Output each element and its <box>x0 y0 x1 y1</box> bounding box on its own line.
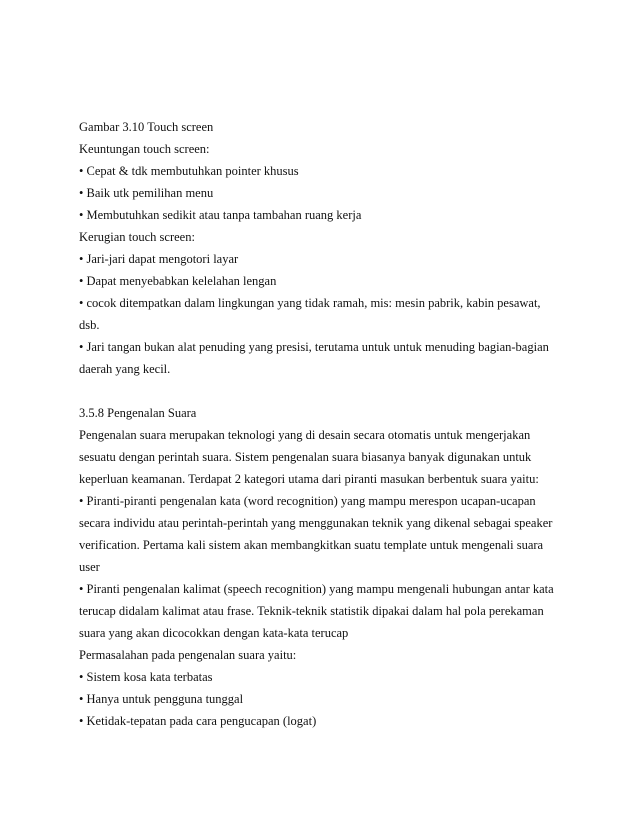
paragraph-line: sesuatu dengan perintah suara. Sistem pengenalan suara biasanya banyak digunakan untuk <box>79 450 532 464</box>
bullet-item: • Sistem kosa kata terbatas <box>79 670 213 684</box>
bullet-item: • cocok ditempatkan dalam lingkungan yang tidak ramah, mis: mesin pabrik, kabin pesawat, <box>79 296 541 310</box>
bullet-item: • Baik utk pemilihan menu <box>79 186 214 200</box>
bullet-item: • Membutuhkan sedikit atau tanpa tambahan ruang kerja <box>79 208 362 222</box>
text-line: Keuntungan touch screen: <box>79 142 210 156</box>
figure-caption: Gambar 3.10 Touch screen <box>79 120 214 134</box>
text-line: Kerugian touch screen: <box>79 230 195 244</box>
bullet-item: • Piranti-piranti pengenalan kata (word recognition) yang mampu merespon ucapan-ucapan <box>79 494 536 508</box>
text-line: Permasalahan pada pengenalan suara yaitu: <box>79 648 297 662</box>
bullet-item: • Jari-jari dapat mengotori layar <box>79 252 239 266</box>
paragraph-line: verification. Pertama kali sistem akan membangkitkan suatu template untuk mengenali suara <box>79 538 544 552</box>
paragraph-line: suara yang akan dicocokkan dengan kata-kata terucap <box>79 626 349 640</box>
bullet-item: • Dapat menyebabkan kelelahan lengan <box>79 274 277 288</box>
paragraph-line: Pengenalan suara merupakan teknologi yang di desain secara otomatis untuk mengerjakan <box>79 428 531 442</box>
bullet-item: • Hanya untuk pengguna tunggal <box>79 692 244 706</box>
bullet-item: • Jari tangan bukan alat penuding yang presisi, terutama untuk untuk menuding bagian-bagian <box>79 340 549 354</box>
section-heading: 3.5.8 Pengenalan Suara <box>79 406 197 420</box>
bullet-item: • Piranti pengenalan kalimat (speech recognition) yang mampu mengenali hubungan antar kata <box>79 582 554 596</box>
bullet-item: • Ketidak-tepatan pada cara pengucapan (logat) <box>79 714 317 728</box>
paragraph-line: user <box>79 560 100 574</box>
paragraph-line: secara individu atau perintah-perintah yang menggunakan teknik yang dikenal sebagai speaker <box>79 516 553 530</box>
paragraph-line: terucap didalam kalimat atau frase. Teknik-teknik statistik dipakai dalam hal pola perekaman <box>79 604 544 618</box>
paragraph-line: keperluan keamanan. Terdapat 2 kategori utama dari piranti masukan berbentuk suara yaitu: <box>79 472 539 486</box>
text-line: dsb. <box>79 318 100 332</box>
bullet-item: • Cepat & tdk membutuhkan pointer khusus <box>79 164 299 178</box>
text-line: daerah yang kecil. <box>79 362 171 376</box>
